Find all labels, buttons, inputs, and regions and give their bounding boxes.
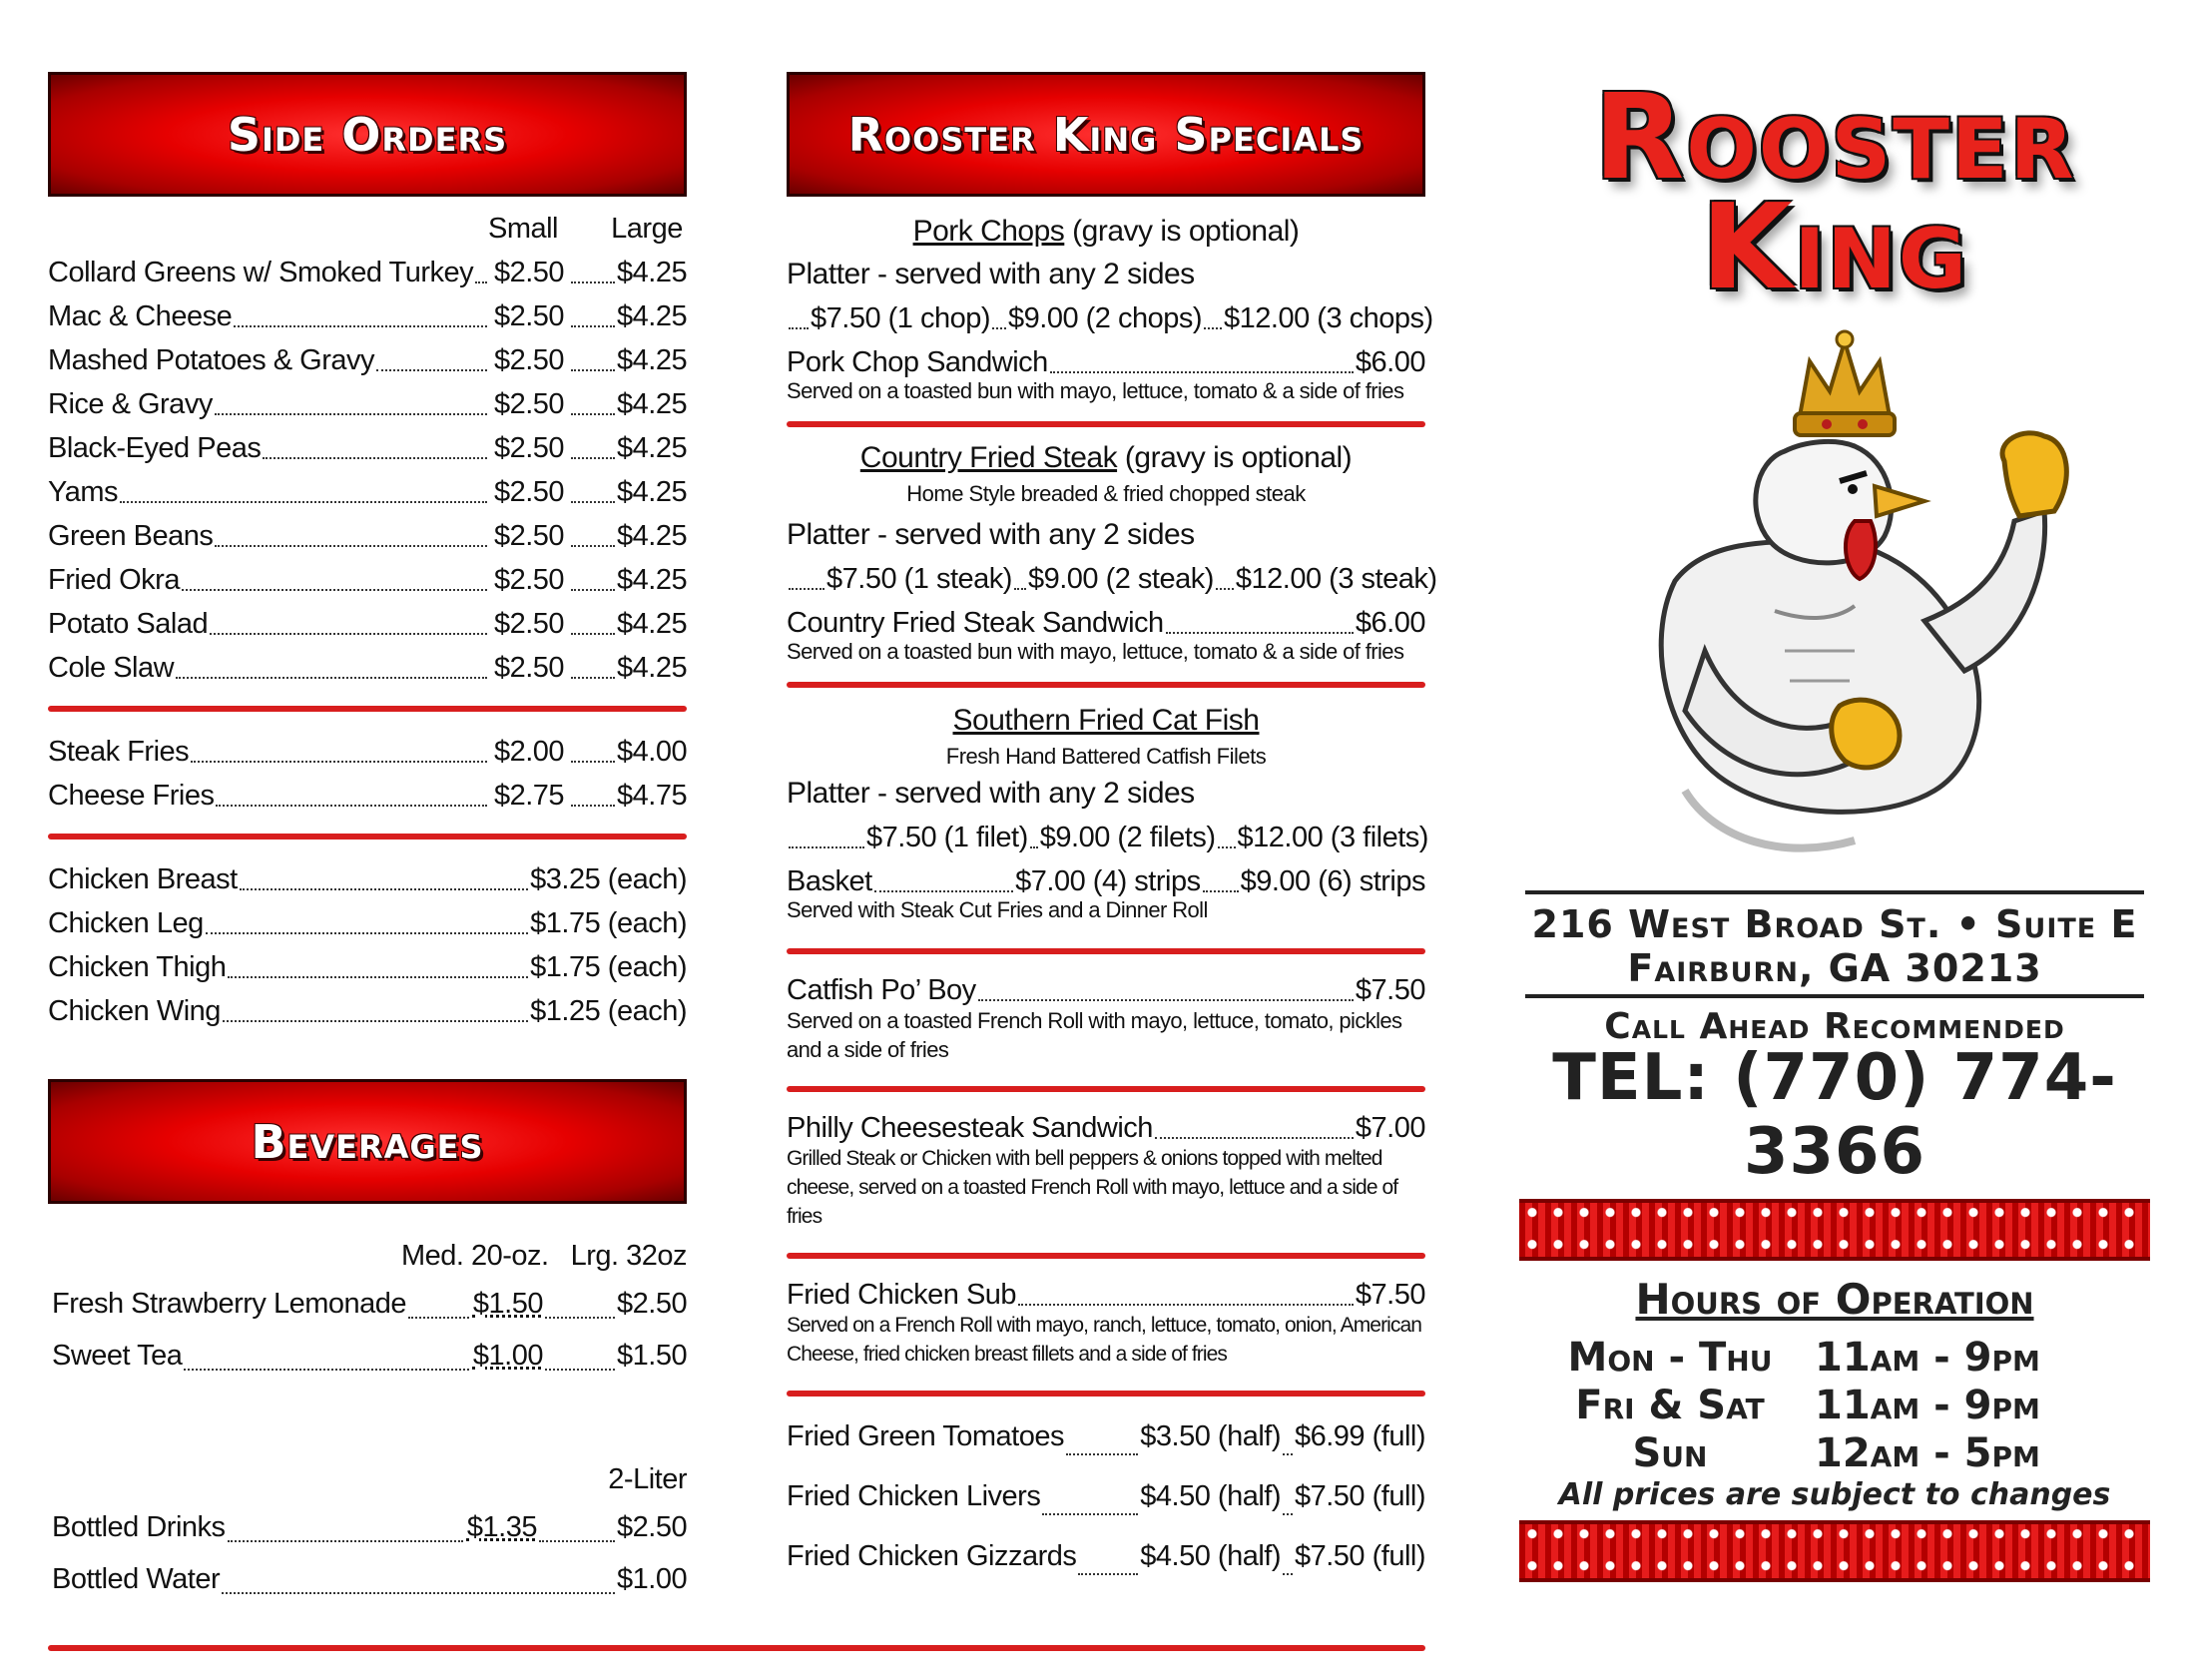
- call-ahead-text: Call Ahead Recommended: [1604, 1006, 2065, 1047]
- beverage-row: [52, 1278, 687, 1330]
- chicken-piece-row: [48, 989, 687, 1033]
- address-bottom-rule: [1525, 994, 2144, 998]
- catfish-title: Southern Fried Cat Fish: [952, 704, 1260, 737]
- half-price: $4.50 (half): [1140, 1540, 1281, 1572]
- item-name: Mac & Cheese: [48, 300, 233, 332]
- chicken-pieces-list: [48, 857, 687, 1033]
- divider: [787, 682, 1425, 688]
- divider: [48, 706, 687, 712]
- fries-list: [48, 730, 687, 818]
- extra-row: [787, 1406, 1425, 1466]
- item-name: Steak Fries: [48, 736, 190, 768]
- item-name: Fresh Strawberry Lemonade: [52, 1288, 406, 1320]
- steak-platter-label: Platter - served with any 2 sides: [787, 518, 1195, 551]
- beverages-banner: Beverages: [48, 1079, 687, 1204]
- side-orders-column: [48, 72, 687, 1605]
- side-order-row: [48, 646, 687, 690]
- large-price: $4.25: [617, 476, 688, 508]
- chicken-piece-row: [48, 901, 687, 945]
- hours-days: Sun: [1632, 1430, 1708, 1476]
- brand-column: [1505, 68, 2164, 1582]
- large-price: $4.00: [617, 736, 688, 768]
- item-name: Mashed Potatoes & Gravy: [48, 344, 374, 376]
- small-price: $2.50: [493, 300, 565, 332]
- logo-title-line2: King: [1701, 178, 1968, 315]
- hours-time: 11am - 9pm: [1815, 1383, 2040, 1428]
- side-order-row: [48, 382, 687, 426]
- pork-sandwich-note: Served on a toasted bun with mayo, lettuce, tomato & a side of fries: [787, 378, 1404, 403]
- small-price: $2.50: [493, 432, 565, 464]
- item-name: Chicken Thigh: [48, 951, 227, 983]
- item-name: Yams: [48, 476, 118, 508]
- price: $1.00: [617, 1563, 688, 1595]
- rooster-mascot-icon: [1505, 321, 2164, 880]
- each-price: $1.25 (each): [530, 995, 687, 1027]
- small-price: $2.50: [493, 652, 565, 684]
- side-orders-banner: Side Orders: [48, 72, 687, 197]
- hours-list: [1505, 1334, 2164, 1477]
- small-price: $2.50: [493, 344, 565, 376]
- pork-chops-title: Pork Chops (gravy is optional): [912, 215, 1300, 248]
- side-order-row: [48, 470, 687, 514]
- extras-list: [787, 1406, 1425, 1586]
- item-name: Collard Greens w/ Smoked Turkey: [48, 257, 474, 288]
- beverages-header: [48, 1234, 687, 1278]
- large-price: $4.25: [617, 608, 688, 640]
- divider: [787, 948, 1425, 954]
- divider: [48, 834, 687, 840]
- two-liter-price: $2.50: [617, 1511, 688, 1543]
- item-name: Cole Slaw: [48, 652, 175, 684]
- telephone: TEL: (770) 774-3366: [1552, 1041, 2117, 1189]
- bottled-row: [52, 1553, 687, 1605]
- hours-time: 11am - 9pm: [1815, 1335, 2040, 1381]
- small-price: $2.50: [493, 520, 565, 552]
- side-order-row: [48, 558, 687, 602]
- item-name: Chicken Wing: [48, 995, 221, 1027]
- specials-column: [787, 72, 1437, 1586]
- divider: [787, 1253, 1425, 1259]
- single-price: $1.35: [466, 1511, 537, 1543]
- hours-row: [1545, 1382, 2164, 1429]
- lrg-column-label: Lrg. 32oz: [570, 1240, 687, 1272]
- two-liter-header: [48, 1457, 687, 1501]
- address-top-rule: [1525, 890, 2144, 894]
- item-name: Fried Chicken Livers: [787, 1480, 1041, 1512]
- lace-border-top: [1519, 1199, 2150, 1261]
- divider: [787, 1391, 1425, 1397]
- side-order-row: [48, 602, 687, 646]
- catfish-platter-prices: $7.50 (1 filet) $9.00 (2 filets) $12.00 (3 filets): [787, 816, 1425, 859]
- small-price: $2.75: [493, 780, 565, 812]
- steak-sandwich-note: Served on a toasted bun with mayo, lettuce, tomato & a side of fries: [787, 639, 1404, 664]
- poboy-row: Catfish Po’ Boy $7.50: [787, 974, 1425, 1006]
- each-price: $1.75 (each): [530, 951, 687, 983]
- address-line1: 216 West Broad St. • Suite E: [1531, 902, 2138, 946]
- small-price: $2.00: [493, 736, 565, 768]
- half-price: $4.50 (half): [1140, 1480, 1281, 1512]
- large-price: $4.75: [617, 780, 688, 812]
- small-price: $2.50: [493, 608, 565, 640]
- logo-title-line1: Rooster: [1593, 68, 2076, 206]
- med-price: $1.50: [472, 1288, 543, 1320]
- catfish-basket-note: Served with Steak Cut Fries and a Dinner Roll: [787, 897, 1208, 922]
- large-price: $4.25: [617, 344, 688, 376]
- each-price: $3.25 (each): [530, 863, 687, 895]
- price-disclaimer: All prices are subject to changes: [1558, 1477, 2111, 1512]
- large-price: $4.25: [617, 432, 688, 464]
- fries-row: [48, 730, 687, 774]
- bottled-row: [52, 1501, 687, 1553]
- item-name: Potato Salad: [48, 608, 209, 640]
- chicken-piece-row: [48, 945, 687, 989]
- small-column-label: Small: [487, 213, 558, 245]
- pork-sandwich-row: Pork Chop Sandwich $6.00: [787, 346, 1425, 378]
- divider: [787, 1086, 1425, 1092]
- side-order-row: [48, 514, 687, 558]
- chicken-sub-row: Fried Chicken Sub $7.50: [787, 1279, 1425, 1311]
- extra-row: [787, 1466, 1425, 1526]
- item-name: Fried Green Tomatoes: [787, 1420, 1064, 1452]
- two-liter-column-label: 2-Liter: [608, 1463, 687, 1495]
- item-name: Chicken Breast: [48, 863, 238, 895]
- side-orders-header: [48, 207, 687, 251]
- small-price: $2.50: [493, 476, 565, 508]
- extra-row: [787, 1526, 1425, 1586]
- poboy-note: Served on a toasted French Roll with mayo, lettuce, tomato, pickles and a side of fries: [787, 1008, 1402, 1062]
- med-column-label: Med. 20-oz.: [400, 1240, 549, 1272]
- small-price: $2.50: [493, 388, 565, 420]
- item-name: Black-Eyed Peas: [48, 432, 262, 464]
- philly-note: Grilled Steak or Chicken with bell peppers & onions topped with melted cheese, served on a toasted French Roll with mayo, lettuce and a side of fries: [787, 1147, 1398, 1228]
- full-price: $7.50 (full): [1294, 1480, 1425, 1512]
- steak-title: Country Fried Steak (gravy is optional): [859, 441, 1353, 474]
- steak-platter-prices: $7.50 (1 steak) $9.00 (2 steak) $12.00 (3 steak): [787, 557, 1425, 601]
- steak-sandwich-row: Country Fried Steak Sandwich $6.00: [787, 607, 1425, 639]
- large-price: $4.25: [617, 388, 688, 420]
- hours-row: [1545, 1334, 2164, 1382]
- catfish-basket-row: Basket $7.00 (4) strips $9.00 (6) strips: [787, 865, 1425, 897]
- full-price: $6.99 (full): [1294, 1420, 1425, 1452]
- beverages-list: [48, 1278, 687, 1382]
- philly-row: Philly Cheesesteak Sandwich $7.00: [787, 1112, 1425, 1144]
- catfish-subtitle: Fresh Hand Battered Catfish Filets: [945, 744, 1267, 769]
- item-name: Bottled Water: [52, 1563, 221, 1595]
- catfish-platter-label: Platter - served with any 2 sides: [787, 777, 1195, 810]
- item-name: Fried Chicken Gizzards: [787, 1540, 1077, 1572]
- hours-row: [1545, 1429, 2164, 1477]
- each-price: $1.75 (each): [530, 907, 687, 939]
- large-price: $4.25: [617, 300, 688, 332]
- lrg-price: $2.50: [617, 1288, 688, 1320]
- hours-days: Mon - Thu: [1567, 1335, 1773, 1381]
- item-name: Bottled Drinks: [52, 1511, 226, 1543]
- specials-banner: Rooster King Specials: [787, 72, 1425, 197]
- address-line2: Fairburn, GA 30213: [1627, 946, 2042, 990]
- chicken-sub-note: Served on a French Roll with mayo, ranch, lettuce, tomato, onion, American Cheese, fried chicken breast fillets and a side of fries: [787, 1314, 1422, 1366]
- side-order-row: [48, 294, 687, 338]
- fries-row: [48, 774, 687, 818]
- side-orders-list: [48, 251, 687, 690]
- side-order-row: [48, 251, 687, 294]
- half-price: $3.50 (half): [1140, 1420, 1281, 1452]
- med-price: $1.00: [472, 1340, 543, 1372]
- large-price: $4.25: [617, 257, 688, 288]
- lace-border-bottom: [1519, 1520, 2150, 1582]
- chicken-piece-row: [48, 857, 687, 901]
- hours-time: 12am - 5pm: [1815, 1430, 2040, 1476]
- side-order-row: [48, 338, 687, 382]
- large-price: $4.25: [617, 520, 688, 552]
- large-price: $4.25: [617, 564, 688, 596]
- item-name: Green Beans: [48, 520, 214, 552]
- item-name: Chicken Leg: [48, 907, 204, 939]
- side-order-row: [48, 426, 687, 470]
- large-price: $4.25: [617, 652, 688, 684]
- pork-platter-label: Platter - served with any 2 sides: [787, 258, 1195, 290]
- item-name: Fried Okra: [48, 564, 180, 596]
- full-price: $7.50 (full): [1294, 1540, 1425, 1572]
- bottom-divider: [48, 1645, 1425, 1651]
- item-name: Cheese Fries: [48, 780, 215, 812]
- lrg-price: $1.50: [617, 1340, 688, 1372]
- small-price: $2.50: [493, 564, 565, 596]
- divider: [787, 421, 1425, 427]
- item-name: Sweet Tea: [52, 1340, 183, 1372]
- steak-subtitle: Home Style breaded & fried chopped steak: [906, 481, 1306, 506]
- beverage-row: [52, 1330, 687, 1382]
- item-name: Rice & Gravy: [48, 388, 213, 420]
- bottled-list: [48, 1501, 687, 1605]
- large-column-label: Large: [611, 213, 683, 245]
- hours-title: Hours of Operation: [1635, 1275, 2034, 1324]
- hours-days: Fri & Sat: [1575, 1383, 1765, 1428]
- small-price: $2.50: [493, 257, 565, 288]
- pork-platter-prices: $7.50 (1 chop) $9.00 (2 chops) $12.00 (3 chops): [787, 296, 1425, 340]
